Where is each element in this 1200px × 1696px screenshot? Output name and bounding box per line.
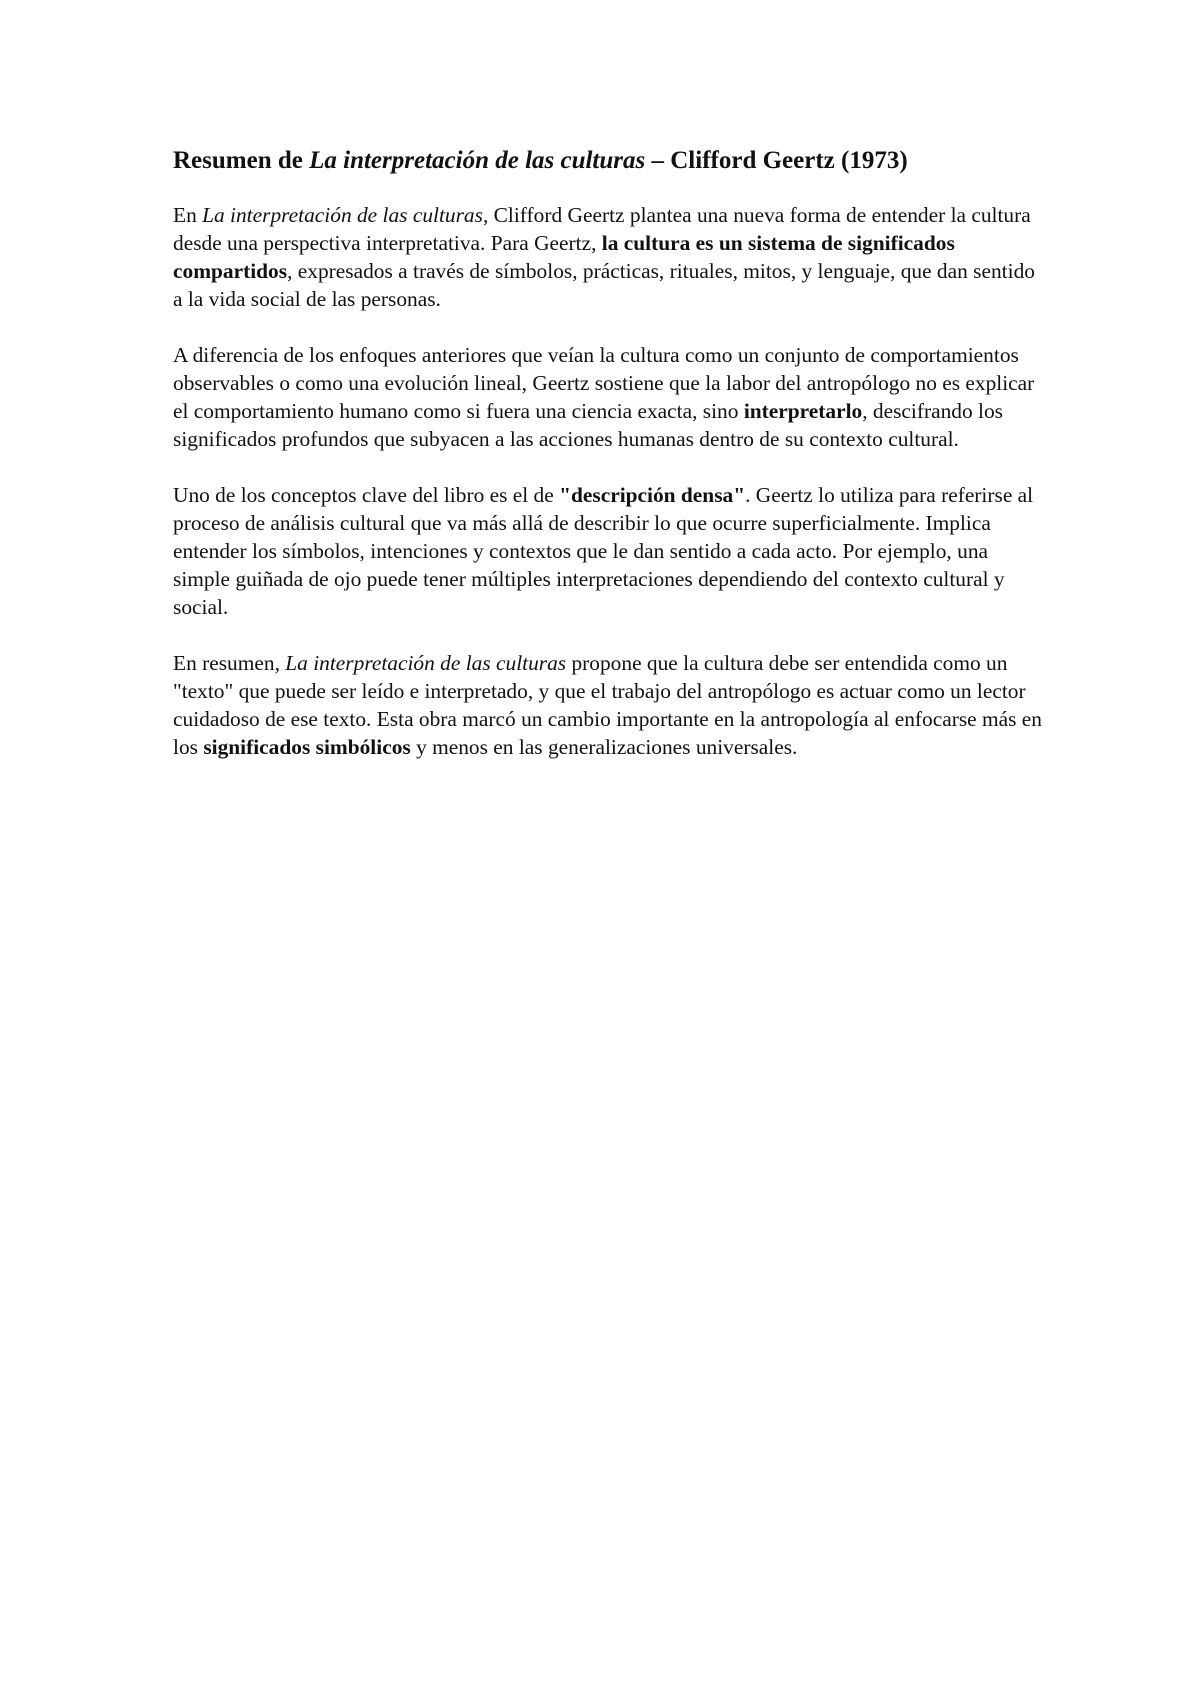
title-book-name: La interpretación de las culturas [309, 147, 646, 174]
title-prefix: Resumen de [173, 147, 310, 174]
bold-emphasis: interpretarlo [743, 399, 863, 423]
text-run: Uno de los conceptos clave del libro es el de [173, 483, 560, 507]
text-run: . Geertz lo utiliza para referirse al proceso de análisis cultural que va más allá de describir lo que ocurre superficialmente. Implica entender los símbolos, intenciones y contextos que le dan sentido a cada acto. Por ejemplo, una simple guiñada de ojo puede tener múltiples interpretaciones dependiendo del contexto cultural y social. [173, 483, 1034, 619]
document-body [173, 145, 1043, 761]
paragraph-conclusion [173, 649, 1043, 761]
paragraph-intro [173, 201, 1043, 313]
text-run: En [173, 203, 203, 227]
document-title [173, 145, 1043, 177]
text-run: A diferencia de los enfoques anteriores que veían la cultura como un conjunto de comportamientos observables o como una evolución lineal, Geertz sostiene que la labor del antropólogo no es explicar el comportamiento humano como si fuera una ciencia exacta, sino [173, 343, 1035, 423]
bold-emphasis: la cultura es un sistema de significados compartidos [173, 231, 955, 283]
text-run: , Clifford Geertz plantea una nueva forma de entender la cultura desde una perspectiva interpretativa. Para Geertz, [173, 203, 1031, 255]
text-run: En resumen, [173, 651, 286, 675]
bold-emphasis: significados simbólicos [203, 735, 411, 759]
text-run: , expresados a través de símbolos, prácticas, rituales, mitos, y lenguaje, que dan sentido a la vida social de las personas. [173, 259, 1035, 311]
italic-book-name: La interpretación de las culturas [285, 651, 567, 675]
paragraph-approach [173, 341, 1043, 453]
italic-book-name: La interpretación de las culturas [202, 203, 483, 227]
title-suffix: – Clifford Geertz (1973) [645, 147, 908, 174]
text-run: , descifrando los significados profundos que subyacen a las acciones humanas dentro de su contexto cultural. [173, 399, 1004, 451]
text-run: y menos en las generalizaciones universales. [410, 735, 798, 759]
text-run: propone que la cultura debe ser entendida como un "texto" que puede ser leído e interpretado, y que el trabajo del antropólogo es actuar como un lector cuidadoso de ese texto. Esta obra marcó un cambio importante en la antropología al enfocarse más en los [173, 651, 1042, 759]
paragraph-thick-description [173, 481, 1043, 621]
bold-emphasis: "descripción densa" [559, 483, 746, 507]
